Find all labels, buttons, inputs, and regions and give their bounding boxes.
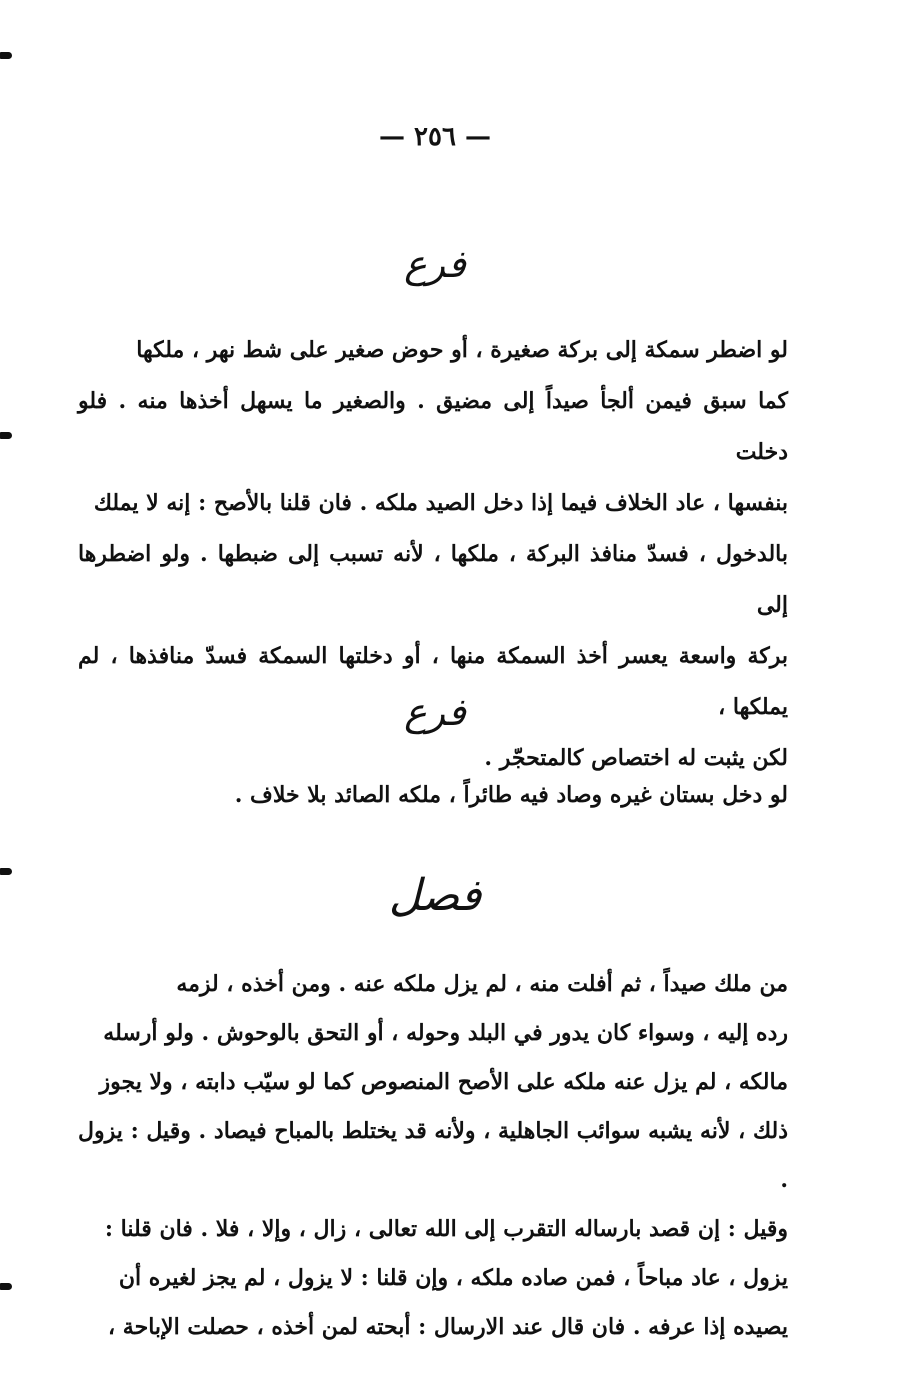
paragraph-line: لو دخل بستان غيره وصاد فيه طائراً ، ملكه الصائد بلا خلاف . xyxy=(234,782,788,808)
paragraph-line: يصيده إذا عرفه . فان قال عند الارسال : أبحته لمن أخذه ، حصلت الإباحة ، xyxy=(108,1314,788,1340)
paragraph-line: ذلك ، لأنه يشبه سوائب الجاهلية ، ولأنه قد يختلط بالمباح فيصاد . وقيل : يزول . xyxy=(78,1118,788,1193)
section-paragraph xyxy=(78,960,788,1352)
section-paragraph xyxy=(78,770,788,821)
paragraph-line: مالكه ، لم يزل عنه ملكه على الأصح المنصوص كما لو سيّب دابته ، ولا يجوز xyxy=(99,1069,788,1095)
paragraph-line: لكن يثبت له اختصاص كالمتحجّر . xyxy=(484,745,788,771)
margin-mark xyxy=(0,52,12,59)
paragraph-line: كما سبق فيمن ألجأ صيداً إلى مضيق . والصغير ما يسهل أخذها منه . فلو دخلت xyxy=(78,388,788,465)
section-heading: فرع xyxy=(404,690,466,734)
section-heading: فصل xyxy=(388,870,482,921)
paragraph-line: من ملك صيداً ، ثم أفلت منه ، لم يزل ملكه عنه . ومن أخذه ، لزمه xyxy=(176,971,788,997)
section-heading: فرع xyxy=(404,242,466,286)
paragraph-line: لو اضطر سمكة إلى بركة صغيرة ، أو حوض صغير على شط نهر ، ملكها xyxy=(136,337,788,363)
page-number: — ٢٥٦ — xyxy=(378,122,492,152)
paragraph-line: بركة واسعة يعسر أخذ السمكة منها ، أو دخلتها السمكة فسدّ منافذها ، لم يملكها ، xyxy=(78,643,788,720)
paragraph-line: بنفسها ، عاد الخلاف فيما إذا دخل الصيد ملكه . فان قلنا بالأصح : إنه لا يملك xyxy=(93,490,788,516)
margin-mark xyxy=(0,432,12,439)
paragraph-line: رده إليه ، وسواء كان يدور في البلد وحوله ، أو التحق بالوحوش . ولو أرسله xyxy=(103,1020,788,1046)
paragraph-line: وقيل : إن قصد بارساله التقرب إلى الله تعالى ، زال ، وإلا ، فلا . فان قلنا : xyxy=(104,1216,788,1242)
paragraph-line: يزول ، عاد مباحاً ، فمن صاده ملكه ، وإن قلنا : لا يزول ، لم يجز لغيره أن xyxy=(118,1265,788,1291)
paragraph-line: بالدخول ، فسدّ منافذ البركة ، ملكها ، لأنه تسبب إلى ضبطها . ولو اضطرها إلى xyxy=(78,541,788,618)
margin-mark xyxy=(0,1283,12,1290)
